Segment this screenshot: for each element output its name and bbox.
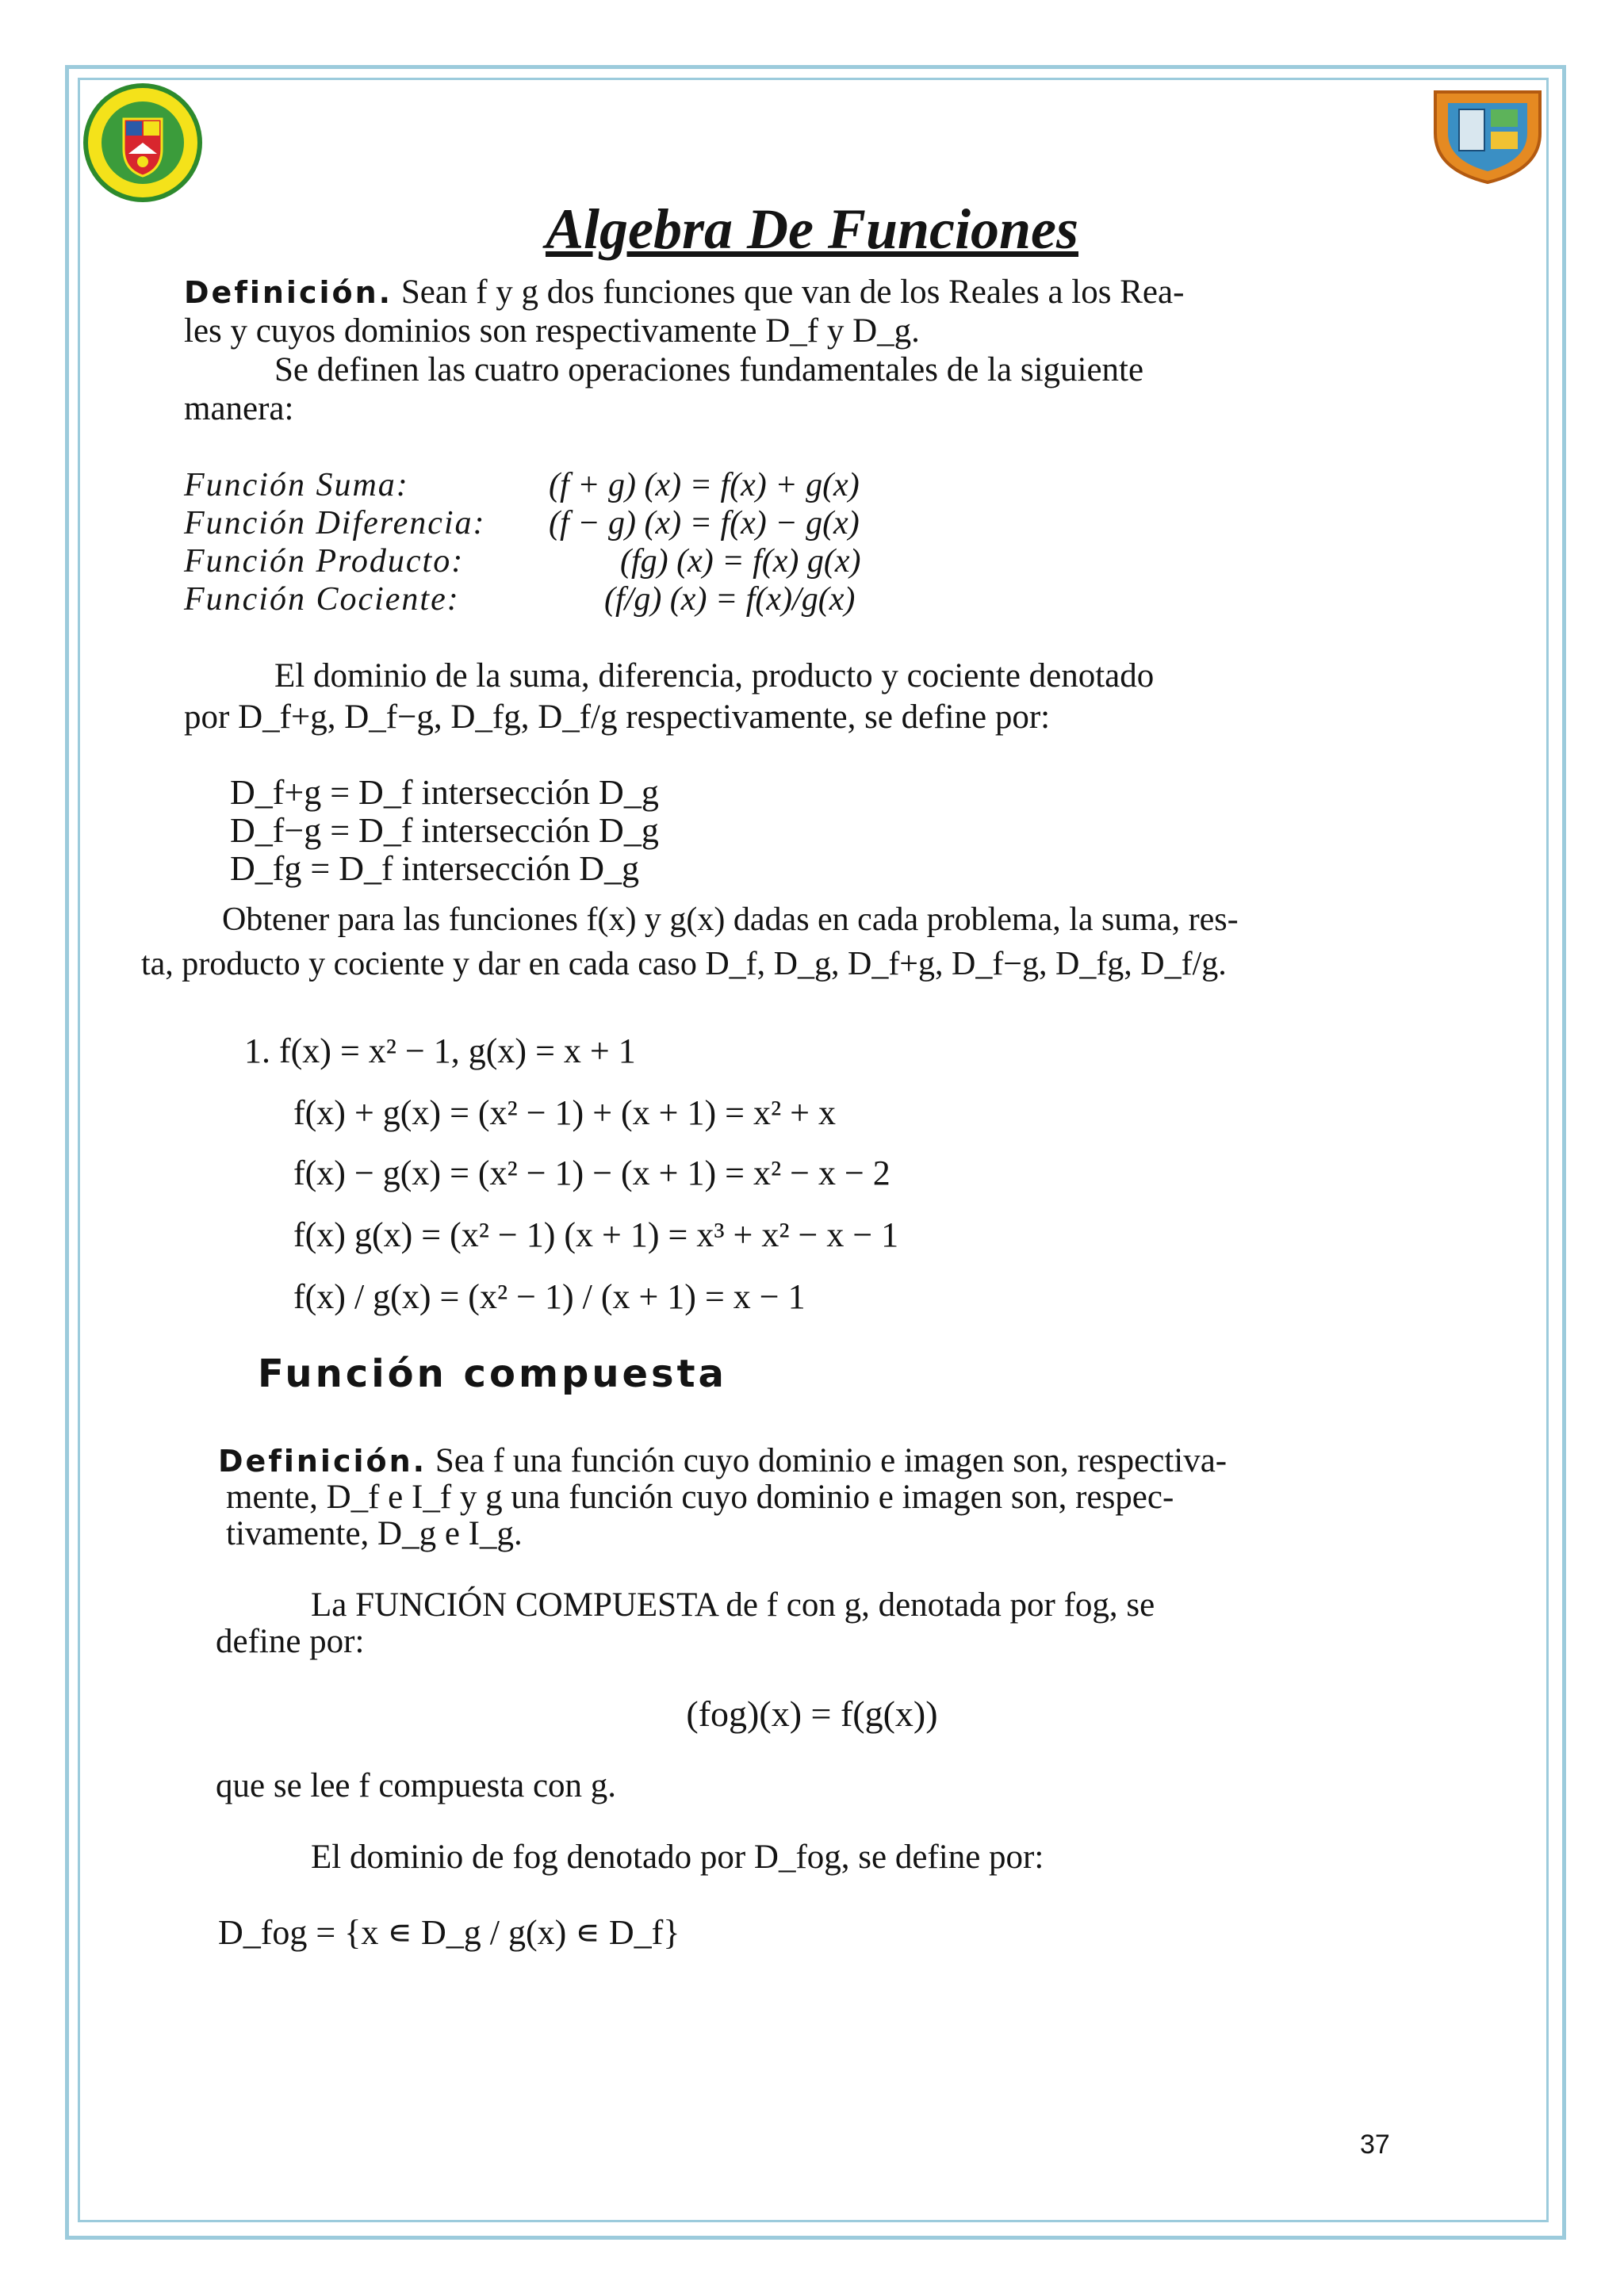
operation-label: Función Diferencia: [184,505,486,541]
page-title: Algebra De Funciones [545,197,1079,261]
university-seal-logo [82,82,203,203]
definition-line-3: Se definen las cuatro operaciones fundamentales de la siguiente [274,351,1144,388]
example-product: f(x) g(x) = (x² − 1) (x + 1) = x³ + x² − x − 1 [293,1215,899,1254]
operation-label: Función Suma: [184,467,409,503]
example-difference: f(x) − g(x) = (x² − 1) − (x + 1) = x² − x − 2 [293,1154,891,1192]
faculty-shield-logo [1427,82,1548,186]
domain-difference: D_f−g = D_f intersección D_g [230,811,659,850]
operation-row-sum [184,466,860,504]
operation-expr: (fg) (x) = f(x) g(x) [620,543,861,580]
operation-expr: (f − g) (x) = f(x) − g(x) [549,505,860,541]
section-heading-composition: Función compuesta [258,1352,727,1396]
definition-line-2: les y cuyos dominios son respectivamente D_f y D_g. [184,312,920,350]
page-number: 37 [1360,2130,1390,2160]
domain-text-line-1: El dominio de la suma, diferencia, producto y cociente denotado [274,657,1155,695]
example-sum: f(x) + g(x) = (x² − 1) + (x + 1) = x² + x [293,1093,836,1132]
operation-label: Función Producto: [184,543,465,580]
composition-definition-keyword: Definición. [218,1444,427,1479]
domain-sum: D_f+g = D_f intersección D_g [230,773,659,812]
domain-text-line-2: por D_f+g, D_f−g, D_fg, D_f/g respectivamente, se define por: [184,698,1051,736]
composition-definition-text-1: Sea f una función cuyo dominio e imagen son, respectiva- [435,1442,1228,1479]
composition-line-4: La FUNCIÓN COMPUESTA de f con g, denotada por fog, se [311,1586,1155,1624]
composition-definition-line-1 [218,1441,1227,1481]
composition-formula: (fog)(x) = f(g(x)) [686,1693,938,1734]
definition-text-1: Sean f y g dos funciones que van de los Reales a los Rea- [400,274,1185,311]
domain-product: D_fg = D_f intersección D_g [230,849,640,888]
composition-domain-formula: D_fog = {x ∊ D_g / g(x) ∊ D_f} [218,1913,680,1952]
composition-line-6: que se lee f compuesta con g. [216,1767,617,1804]
example-functions: 1. f(x) = x² − 1, g(x) = x + 1 [244,1031,636,1070]
composition-definition-line-3: tivamente, D_g e I_g. [226,1515,523,1552]
exercise-line-1: Obtener para las funciones f(x) y g(x) dadas en cada problema, la suma, res- [222,901,1239,938]
definition-line-4: manera: [184,390,294,427]
page-border-inner [78,78,1549,2222]
composition-line-7: El dominio de fog denotado por D_fog, se define por: [311,1839,1044,1876]
definition-keyword: Definición. [184,275,393,310]
composition-line-5: define por: [216,1623,365,1660]
operation-row-product [184,542,861,580]
example-quotient: f(x) / g(x) = (x² − 1) / (x + 1) = x − 1 [293,1277,806,1316]
operation-expr: (f + g) (x) = f(x) + g(x) [549,467,860,503]
operation-row-quotient [184,580,855,618]
operation-row-difference [184,504,860,542]
exercise-line-2: ta, producto y cociente y dar en cada caso D_f, D_g, D_f+g, D_f−g, D_fg, D_f/g. [141,946,1227,982]
composition-definition-line-2: mente, D_f e I_f y g una función cuyo dominio e imagen son, respec- [226,1479,1174,1516]
operation-label: Función Cociente: [184,581,460,618]
definition-line-1 [184,273,1184,312]
operation-expr: (f/g) (x) = f(x)/g(x) [604,581,856,618]
